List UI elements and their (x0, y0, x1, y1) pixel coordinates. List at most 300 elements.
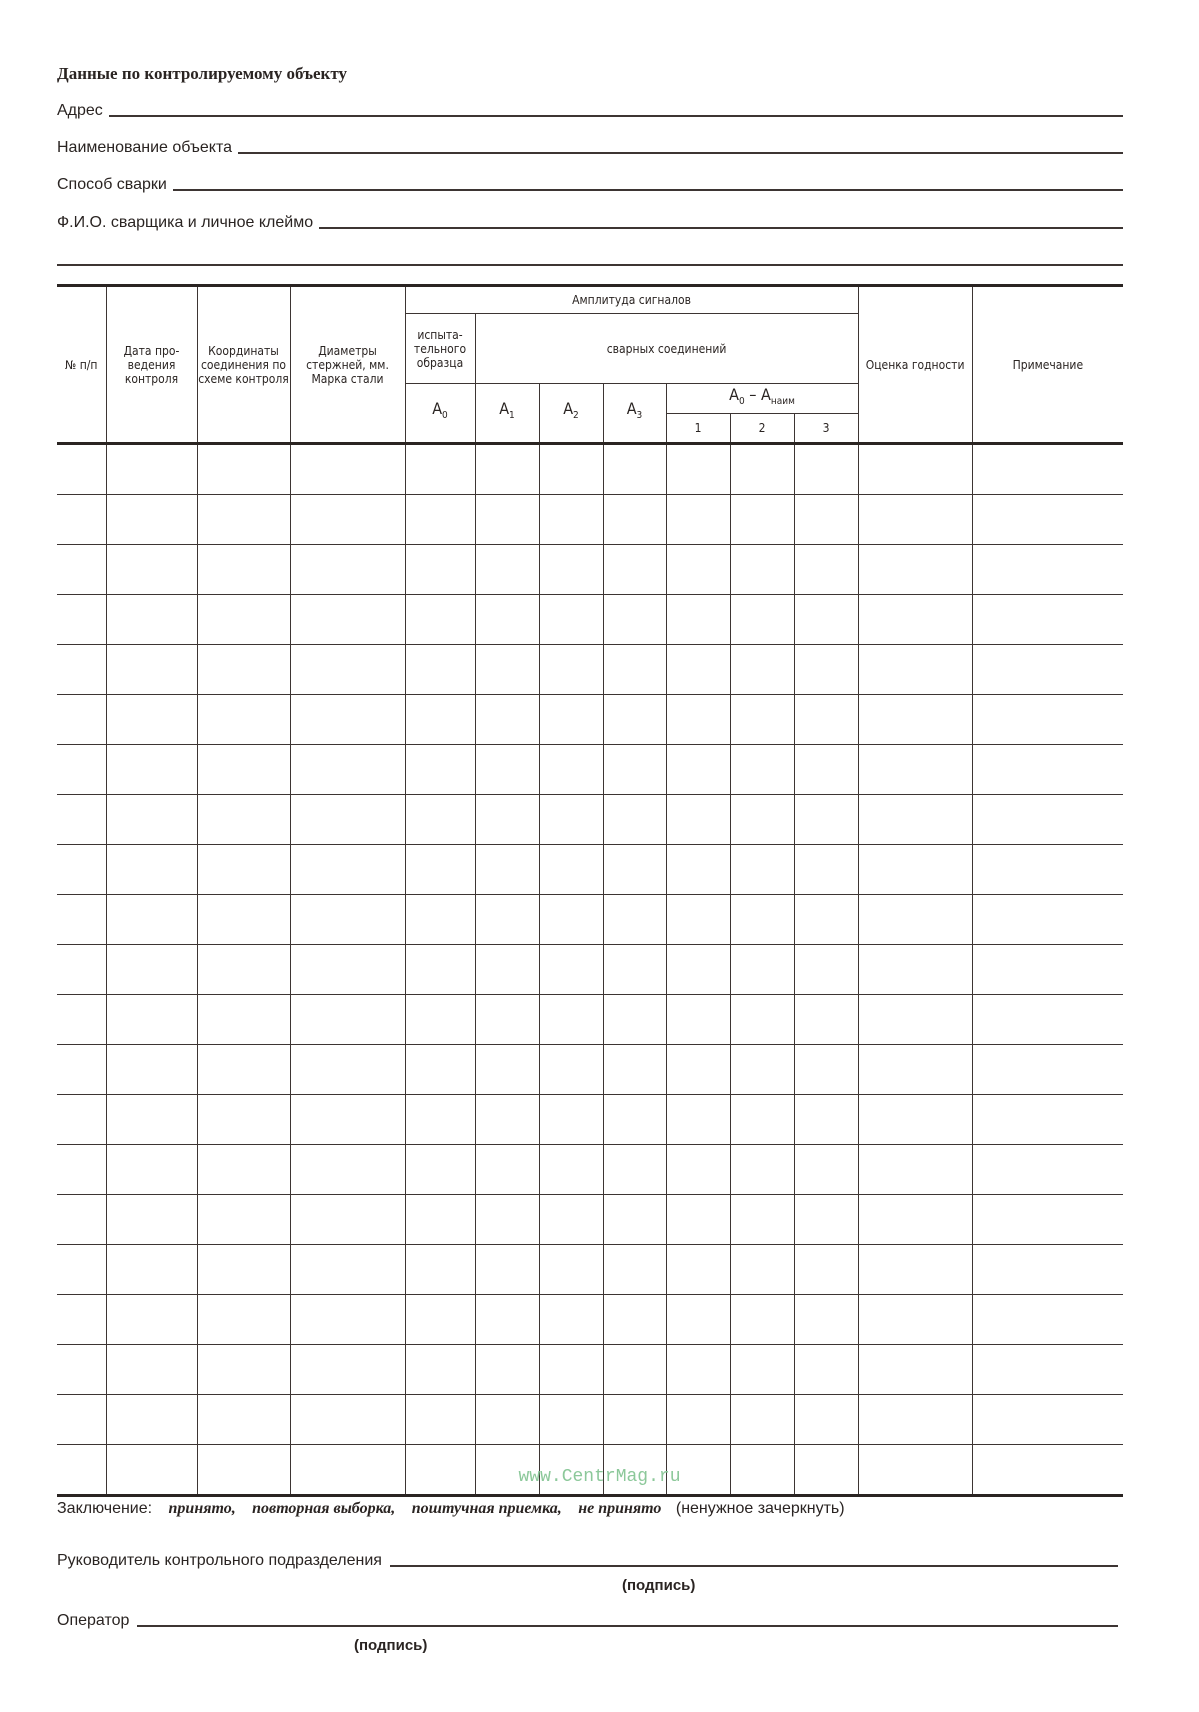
table-cell[interactable] (603, 1095, 666, 1145)
table-cell[interactable] (666, 795, 730, 845)
table-cell[interactable] (106, 645, 197, 695)
col-header-diameters: Диаметры стержней, мм. Марка стали (290, 286, 405, 444)
table-cell[interactable] (197, 545, 290, 595)
table-cell[interactable] (666, 1395, 730, 1445)
table-cell[interactable] (57, 545, 106, 595)
table-cell[interactable] (603, 945, 666, 995)
table-cell[interactable] (858, 745, 972, 795)
table-cell[interactable] (57, 1345, 106, 1395)
table-cell[interactable] (57, 495, 106, 545)
table-cell[interactable] (197, 1295, 290, 1345)
table-cell[interactable] (730, 1095, 794, 1145)
table-cell[interactable] (57, 444, 106, 495)
table-cell[interactable] (475, 1095, 539, 1145)
table-cell[interactable] (106, 595, 197, 645)
table-cell[interactable] (794, 1345, 858, 1395)
table-cell[interactable] (603, 495, 666, 545)
table-cell[interactable] (106, 795, 197, 845)
table-cell[interactable] (106, 495, 197, 545)
table-cell[interactable] (603, 1245, 666, 1295)
table-cell[interactable] (475, 1195, 539, 1245)
table-cell[interactable] (539, 845, 603, 895)
table-cell[interactable] (794, 795, 858, 845)
table-cell[interactable] (730, 695, 794, 745)
table-cell[interactable] (197, 745, 290, 795)
col-header-a0-minus-amin: $A_0 - A_{наим}$ (666, 384, 858, 414)
table-cell[interactable] (197, 595, 290, 645)
table-row (57, 1195, 1123, 1245)
table-cell[interactable] (730, 1045, 794, 1095)
table-cell[interactable] (106, 1395, 197, 1445)
table-cell[interactable] (475, 945, 539, 995)
table-row (57, 495, 1123, 545)
table-cell[interactable] (972, 895, 1123, 945)
table-cell[interactable] (858, 495, 972, 545)
table-cell[interactable] (539, 1045, 603, 1095)
table-cell[interactable] (106, 1045, 197, 1095)
head-of-unit-signature-caption: (подпись) (622, 1577, 696, 1594)
table-cell[interactable] (106, 1345, 197, 1395)
table-cell[interactable] (106, 695, 197, 745)
table-cell[interactable] (603, 745, 666, 795)
table-cell[interactable] (666, 595, 730, 645)
table-row (57, 1245, 1123, 1295)
table-cell[interactable] (972, 945, 1123, 995)
table-cell[interactable] (405, 1195, 475, 1245)
table-cell[interactable] (794, 745, 858, 795)
address-field (57, 96, 1123, 120)
table-cell[interactable] (197, 1345, 290, 1395)
object-name-input[interactable] (238, 136, 1123, 154)
table-cell[interactable] (197, 995, 290, 1045)
table-cell[interactable] (405, 1295, 475, 1345)
table-cell[interactable] (475, 845, 539, 895)
table-cell[interactable] (794, 1045, 858, 1095)
table-cell[interactable] (290, 895, 405, 945)
col-header-sub-1: 1 (666, 414, 730, 444)
conclusion-option-resample[interactable]: повторная выборка, (252, 1500, 396, 1517)
table-cell[interactable] (290, 745, 405, 795)
table-cell[interactable] (57, 595, 106, 645)
table-cell[interactable] (197, 1095, 290, 1145)
table-cell[interactable] (539, 695, 603, 745)
table-cell[interactable] (405, 595, 475, 645)
table-cell[interactable] (858, 1095, 972, 1145)
table-cell[interactable] (539, 444, 603, 495)
table-cell[interactable] (475, 1145, 539, 1195)
table-cell[interactable] (603, 995, 666, 1045)
table-cell[interactable] (666, 1145, 730, 1195)
table-cell[interactable] (972, 1095, 1123, 1145)
table-cell[interactable] (666, 695, 730, 745)
table-cell[interactable] (972, 1345, 1123, 1395)
table-row (57, 995, 1123, 1045)
table-cell[interactable] (794, 645, 858, 695)
table-cell[interactable] (539, 1395, 603, 1445)
table-cell[interactable] (794, 495, 858, 545)
table-cell[interactable] (794, 595, 858, 645)
table-cell[interactable] (539, 495, 603, 545)
table-cell[interactable] (106, 1145, 197, 1195)
table-cell[interactable] (858, 1295, 972, 1345)
table-row (57, 945, 1123, 995)
table-cell[interactable] (290, 1095, 405, 1145)
table-cell[interactable] (730, 795, 794, 845)
table-cell[interactable] (405, 945, 475, 995)
table-cell[interactable] (475, 795, 539, 845)
table-cell[interactable] (730, 495, 794, 545)
table-cell[interactable] (972, 1395, 1123, 1445)
table-cell[interactable] (972, 495, 1123, 545)
conclusion-note: (ненужное зачеркнуть) (675, 1500, 845, 1517)
table-cell[interactable] (972, 1295, 1123, 1345)
conclusion-option-accepted[interactable]: принято, (168, 1500, 236, 1517)
table-cell[interactable] (290, 695, 405, 745)
table-cell[interactable] (475, 1345, 539, 1395)
table-cell[interactable] (106, 1295, 197, 1345)
table-cell[interactable] (794, 545, 858, 595)
table-cell[interactable] (730, 945, 794, 995)
table-row (57, 1345, 1123, 1395)
table-cell[interactable] (603, 1295, 666, 1345)
table-cell[interactable] (475, 1295, 539, 1345)
table-cell[interactable] (730, 1395, 794, 1445)
table-cell[interactable] (972, 444, 1123, 495)
welding-method-label: Способ сварки (57, 176, 167, 193)
table-cell[interactable] (539, 745, 603, 795)
table-cell[interactable] (539, 595, 603, 645)
table-cell[interactable] (794, 1245, 858, 1295)
table-cell[interactable] (290, 1395, 405, 1445)
table-cell[interactable] (794, 895, 858, 945)
table-cell[interactable] (603, 1395, 666, 1445)
conclusion-option-piecewise[interactable]: поштучная приемка, (411, 1500, 562, 1517)
table-cell[interactable] (794, 444, 858, 495)
table-cell[interactable] (57, 845, 106, 895)
table-cell[interactable] (666, 495, 730, 545)
table-cell[interactable] (290, 845, 405, 895)
table-cell[interactable] (57, 995, 106, 1045)
welder-label: Ф.И.О. сварщика и личное клеймо (57, 214, 314, 231)
table-cell[interactable] (858, 1195, 972, 1245)
table-cell[interactable] (972, 845, 1123, 895)
col-header-a2: $A_2$ (539, 384, 603, 444)
table-cell[interactable] (858, 1245, 972, 1295)
table-cell[interactable] (730, 1345, 794, 1395)
table-cell[interactable] (972, 1045, 1123, 1095)
table-cell[interactable] (405, 895, 475, 945)
table-cell[interactable] (475, 545, 539, 595)
table-cell[interactable] (972, 545, 1123, 595)
table-cell[interactable] (197, 695, 290, 745)
table-cell[interactable] (794, 1195, 858, 1245)
table-cell[interactable] (57, 1195, 106, 1245)
table-cell[interactable] (106, 1095, 197, 1145)
table-cell[interactable] (290, 1245, 405, 1295)
table-cell[interactable] (539, 1145, 603, 1195)
table-cell[interactable] (57, 645, 106, 695)
col-header-test-sample: испыта-тельного образца (405, 314, 475, 384)
table-row (57, 645, 1123, 695)
table-cell[interactable] (290, 1045, 405, 1095)
table-cell[interactable] (603, 795, 666, 845)
table-cell[interactable] (405, 995, 475, 1045)
table-cell[interactable] (106, 945, 197, 995)
table-cell[interactable] (666, 1095, 730, 1145)
table-cell[interactable] (972, 695, 1123, 745)
table-cell[interactable] (603, 695, 666, 745)
table-cell[interactable] (603, 444, 666, 495)
table-cell[interactable] (405, 1095, 475, 1145)
table-cell[interactable] (794, 995, 858, 1045)
table-cell[interactable] (475, 1395, 539, 1445)
table-cell[interactable] (794, 695, 858, 745)
table-row (57, 1395, 1123, 1445)
table-cell[interactable] (197, 795, 290, 845)
table-cell[interactable] (858, 1395, 972, 1445)
table-cell[interactable] (603, 545, 666, 595)
table-cell[interactable] (197, 895, 290, 945)
table-cell[interactable] (858, 695, 972, 745)
table-cell[interactable] (858, 995, 972, 1045)
table-cell[interactable] (57, 1395, 106, 1445)
table-cell[interactable] (730, 1195, 794, 1245)
table-cell[interactable] (57, 945, 106, 995)
table-cell[interactable] (666, 545, 730, 595)
table-cell[interactable] (290, 595, 405, 645)
table-cell[interactable] (539, 1295, 603, 1345)
table-cell[interactable] (290, 545, 405, 595)
table-cell[interactable] (730, 1245, 794, 1295)
table-cell[interactable] (794, 1295, 858, 1345)
table-cell[interactable] (539, 1195, 603, 1245)
col-header-sub-2: 2 (730, 414, 794, 444)
table-cell[interactable] (603, 1145, 666, 1195)
conclusion-label: Заключение: (57, 1500, 153, 1517)
table-cell[interactable] (57, 1295, 106, 1345)
table-cell[interactable] (603, 845, 666, 895)
table-cell[interactable] (290, 1195, 405, 1245)
table-cell[interactable] (603, 1045, 666, 1095)
table-cell[interactable] (57, 695, 106, 745)
table-cell[interactable] (405, 1395, 475, 1445)
table-cell[interactable] (972, 795, 1123, 845)
table-cell[interactable] (539, 795, 603, 845)
table-cell[interactable] (197, 845, 290, 895)
welder-input[interactable] (319, 211, 1123, 229)
table-cell[interactable] (666, 444, 730, 495)
table-cell[interactable] (197, 945, 290, 995)
table-cell[interactable] (475, 444, 539, 495)
conclusion-line (57, 1500, 845, 1518)
table-cell[interactable] (730, 595, 794, 645)
table-cell[interactable] (290, 1295, 405, 1345)
table-cell[interactable] (730, 895, 794, 945)
table-cell[interactable] (972, 1145, 1123, 1195)
table-cell[interactable] (57, 745, 106, 795)
table-cell[interactable] (405, 444, 475, 495)
table-cell[interactable] (539, 945, 603, 995)
table-cell[interactable] (972, 595, 1123, 645)
table-row (57, 745, 1123, 795)
table-cell[interactable] (858, 895, 972, 945)
table-cell[interactable] (539, 1345, 603, 1395)
table-cell[interactable] (106, 995, 197, 1045)
table-cell[interactable] (405, 545, 475, 595)
table-cell[interactable] (794, 1145, 858, 1195)
table-cell[interactable] (730, 845, 794, 895)
table-cell[interactable] (666, 845, 730, 895)
table-cell[interactable] (858, 645, 972, 695)
table-cell[interactable] (972, 645, 1123, 695)
table-cell[interactable] (290, 1145, 405, 1195)
table-cell[interactable] (539, 1245, 603, 1295)
table-cell[interactable] (475, 695, 539, 745)
table-cell[interactable] (794, 945, 858, 995)
table-cell[interactable] (603, 1195, 666, 1245)
table-cell[interactable] (858, 545, 972, 595)
table-cell[interactable] (475, 595, 539, 645)
table-cell[interactable] (730, 545, 794, 595)
table-row (57, 795, 1123, 845)
table-cell[interactable] (475, 745, 539, 795)
table-cell[interactable] (603, 645, 666, 695)
table-row (57, 1095, 1123, 1145)
table-cell[interactable] (57, 1245, 106, 1295)
table-cell[interactable] (57, 1145, 106, 1195)
table-cell[interactable] (106, 444, 197, 495)
table-cell[interactable] (405, 1245, 475, 1295)
table-cell[interactable] (666, 895, 730, 945)
conclusion-option-rejected[interactable]: не принято (578, 1500, 662, 1517)
table-cell[interactable] (290, 1345, 405, 1395)
table-cell[interactable] (405, 845, 475, 895)
table-cell[interactable] (539, 895, 603, 945)
table-cell[interactable] (603, 595, 666, 645)
table-cell[interactable] (794, 1395, 858, 1445)
table-cell[interactable] (666, 1195, 730, 1245)
table-cell[interactable] (290, 645, 405, 695)
table-cell[interactable] (858, 444, 972, 495)
table-cell[interactable] (603, 895, 666, 945)
table-cell[interactable] (972, 995, 1123, 1045)
table-cell[interactable] (666, 1345, 730, 1395)
table-cell[interactable] (290, 444, 405, 495)
table-cell[interactable] (290, 995, 405, 1045)
table-cell[interactable] (666, 1295, 730, 1345)
table-cell[interactable] (475, 895, 539, 945)
welding-method-input[interactable] (173, 173, 1123, 191)
table-cell[interactable] (858, 845, 972, 895)
table-cell[interactable] (539, 1095, 603, 1145)
table-cell[interactable] (405, 745, 475, 795)
table-row (57, 545, 1123, 595)
table-cell[interactable] (539, 545, 603, 595)
table-cell[interactable] (57, 1095, 106, 1145)
table-cell[interactable] (858, 1045, 972, 1095)
table-cell[interactable] (197, 495, 290, 545)
table-cell[interactable] (405, 1145, 475, 1195)
table-cell[interactable] (197, 444, 290, 495)
table-cell[interactable] (730, 745, 794, 795)
table-cell[interactable] (106, 1245, 197, 1295)
table-cell[interactable] (405, 695, 475, 745)
table-cell[interactable] (666, 1245, 730, 1295)
table-cell[interactable] (730, 1295, 794, 1345)
table-cell[interactable] (858, 1345, 972, 1395)
table-cell[interactable] (603, 1345, 666, 1395)
table-row (57, 845, 1123, 895)
table-cell[interactable] (972, 1245, 1123, 1295)
table-cell[interactable] (972, 1195, 1123, 1245)
table-cell[interactable] (475, 645, 539, 695)
table-cell[interactable] (730, 645, 794, 695)
table-cell[interactable] (106, 545, 197, 595)
table-cell[interactable] (290, 795, 405, 845)
table-cell[interactable] (794, 845, 858, 895)
table-cell[interactable] (197, 1195, 290, 1245)
table-cell[interactable] (57, 795, 106, 845)
table-cell[interactable] (730, 995, 794, 1045)
table-cell[interactable] (475, 495, 539, 545)
table-cell[interactable] (730, 444, 794, 495)
table-cell[interactable] (475, 995, 539, 1045)
table-cell[interactable] (666, 745, 730, 795)
table-cell[interactable] (858, 595, 972, 645)
head-of-unit-signature-line[interactable] (390, 1565, 1118, 1567)
table-cell[interactable] (405, 645, 475, 695)
table-cell[interactable] (730, 1145, 794, 1195)
table-cell[interactable] (666, 945, 730, 995)
col-header-welded-joints: сварных соединений (475, 314, 858, 384)
table-cell[interactable] (197, 1145, 290, 1195)
table-cell[interactable] (539, 995, 603, 1045)
table-cell[interactable] (106, 745, 197, 795)
table-cell[interactable] (972, 745, 1123, 795)
table-cell[interactable] (197, 1245, 290, 1295)
operator-signature-line[interactable] (137, 1625, 1118, 1627)
table-cell[interactable] (106, 845, 197, 895)
table-cell[interactable] (405, 1045, 475, 1095)
table-cell[interactable] (290, 945, 405, 995)
table-cell[interactable] (57, 895, 106, 945)
table-cell[interactable] (858, 795, 972, 845)
table-cell[interactable] (858, 945, 972, 995)
table-cell[interactable] (405, 1345, 475, 1395)
table-cell[interactable] (666, 645, 730, 695)
table-cell[interactable] (405, 795, 475, 845)
table-cell[interactable] (666, 1045, 730, 1095)
table-cell[interactable] (106, 895, 197, 945)
table-cell[interactable] (475, 1045, 539, 1095)
table-cell[interactable] (106, 1195, 197, 1245)
table-cell[interactable] (290, 495, 405, 545)
table-cell[interactable] (197, 1395, 290, 1445)
table-cell[interactable] (666, 995, 730, 1045)
table-cell[interactable] (405, 495, 475, 545)
table-row (57, 1295, 1123, 1345)
welder-continuation-line[interactable] (57, 264, 1123, 266)
table-cell[interactable] (57, 1045, 106, 1095)
table-cell[interactable] (539, 645, 603, 695)
table-cell[interactable] (475, 1245, 539, 1295)
table-cell[interactable] (858, 1145, 972, 1195)
table-header (57, 286, 1123, 444)
table-cell[interactable] (197, 1045, 290, 1095)
address-input[interactable] (109, 99, 1123, 117)
table-cell[interactable] (197, 645, 290, 695)
table-cell[interactable] (794, 1095, 858, 1145)
